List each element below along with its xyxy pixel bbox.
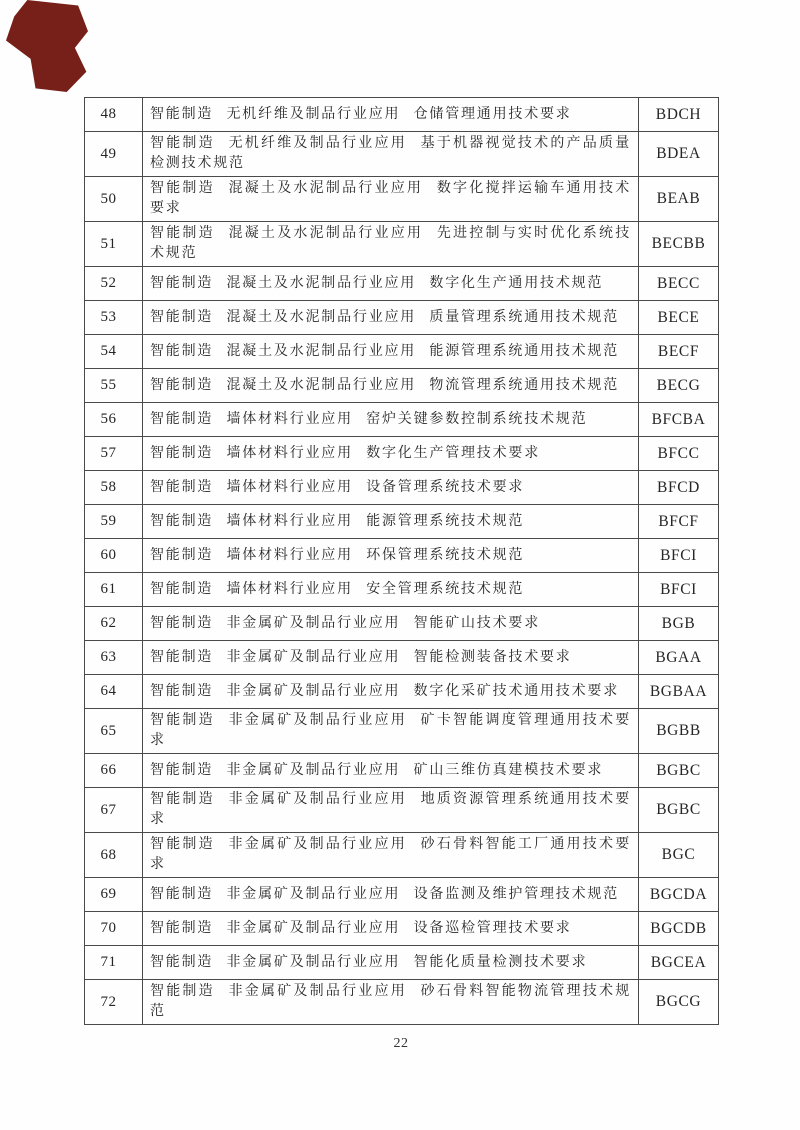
row-number-cell: 70 [85, 912, 143, 946]
row-number-cell: 62 [85, 607, 143, 641]
table-row [85, 403, 719, 437]
standard-title-cell: 智能制造 混凝土及水泥制品行业应用 先进控制与实时优化系统技术规范 [143, 222, 639, 267]
standard-code-cell: BGCG [639, 980, 719, 1025]
row-number-cell: 61 [85, 573, 143, 607]
standard-code-cell: BGBC [639, 754, 719, 788]
standard-title-cell: 智能制造 混凝土及水泥制品行业应用 能源管理系统通用技术规范 [143, 335, 639, 369]
standard-code-cell: BFCF [639, 505, 719, 539]
standard-title-cell: 智能制造 非金属矿及制品行业应用 砂石骨料智能工厂通用技术要求 [143, 833, 639, 878]
row-number-cell: 60 [85, 539, 143, 573]
standard-title-cell: 智能制造 非金属矿及制品行业应用 矿山三维仿真建模技术要求 [143, 754, 639, 788]
table-row [85, 788, 719, 833]
table-row [85, 573, 719, 607]
page-content [84, 97, 718, 1052]
table-row [85, 437, 719, 471]
table-row [85, 878, 719, 912]
standard-title-cell: 智能制造 非金属矿及制品行业应用 智能检测装备技术要求 [143, 641, 639, 675]
row-number-cell: 52 [85, 267, 143, 301]
row-number-cell: 59 [85, 505, 143, 539]
row-number-cell: 67 [85, 788, 143, 833]
standard-title-cell: 智能制造 混凝土及水泥制品行业应用 质量管理系统通用技术规范 [143, 301, 639, 335]
row-number-cell: 50 [85, 177, 143, 222]
table-row [85, 335, 719, 369]
standard-title-cell: 智能制造 墙体材料行业应用 安全管理系统技术规范 [143, 573, 639, 607]
row-number-cell: 65 [85, 709, 143, 754]
standard-title-cell: 智能制造 非金属矿及制品行业应用 智能化质量检测技术要求 [143, 946, 639, 980]
standard-title-cell: 智能制造 墙体材料行业应用 设备管理系统技术要求 [143, 471, 639, 505]
table-row [85, 369, 719, 403]
standard-code-cell: BECE [639, 301, 719, 335]
standard-code-cell: BFCI [639, 573, 719, 607]
standard-title-cell: 智能制造 混凝土及水泥制品行业应用 物流管理系统通用技术规范 [143, 369, 639, 403]
table-row [85, 505, 719, 539]
standard-code-cell: BGCDB [639, 912, 719, 946]
table-row [85, 267, 719, 301]
standard-code-cell: BECC [639, 267, 719, 301]
table-row [85, 980, 719, 1025]
row-number-cell: 55 [85, 369, 143, 403]
row-number-cell: 49 [85, 132, 143, 177]
standard-title-cell: 智能制造 墙体材料行业应用 数字化生产管理技术要求 [143, 437, 639, 471]
table-row [85, 98, 719, 132]
row-number-cell: 56 [85, 403, 143, 437]
standard-title-cell: 智能制造 无机纤维及制品行业应用 仓储管理通用技术要求 [143, 98, 639, 132]
row-number-cell: 58 [85, 471, 143, 505]
page-number: 22 [393, 1036, 409, 1051]
table-row [85, 709, 719, 754]
standard-title-cell: 智能制造 墙体材料行业应用 环保管理系统技术规范 [143, 539, 639, 573]
standard-code-cell: BGBB [639, 709, 719, 754]
standard-title-cell: 智能制造 非金属矿及制品行业应用 砂石骨料智能物流管理技术规范 [143, 980, 639, 1025]
row-number-cell: 53 [85, 301, 143, 335]
standard-title-cell: 智能制造 无机纤维及制品行业应用 基于机器视觉技术的产品质量检测技术规范 [143, 132, 639, 177]
standard-code-cell: BDEA [639, 132, 719, 177]
standard-title-cell: 智能制造 墙体材料行业应用 窑炉关键参数控制系统技术规范 [143, 403, 639, 437]
standard-code-cell: BGC [639, 833, 719, 878]
standard-title-cell: 智能制造 非金属矿及制品行业应用 设备巡检管理技术要求 [143, 912, 639, 946]
standard-code-cell: BEAB [639, 177, 719, 222]
standard-title-cell: 智能制造 墙体材料行业应用 能源管理系统技术规范 [143, 505, 639, 539]
standard-title-cell: 智能制造 非金属矿及制品行业应用 设备监测及维护管理技术规范 [143, 878, 639, 912]
row-number-cell: 71 [85, 946, 143, 980]
standard-code-cell: BGAA [639, 641, 719, 675]
row-number-cell: 57 [85, 437, 143, 471]
standard-title-cell: 智能制造 非金属矿及制品行业应用 矿卡智能调度管理通用技术要求 [143, 709, 639, 754]
standard-code-cell: BGBC [639, 788, 719, 833]
standard-code-cell: BGCEA [639, 946, 719, 980]
row-number-cell: 66 [85, 754, 143, 788]
table-row [85, 539, 719, 573]
standard-title-cell: 智能制造 非金属矿及制品行业应用 数字化采矿技术通用技术要求 [143, 675, 639, 709]
table-row [85, 641, 719, 675]
table-row [85, 833, 719, 878]
row-number-cell: 48 [85, 98, 143, 132]
table-row [85, 222, 719, 267]
row-number-cell: 51 [85, 222, 143, 267]
standard-code-cell: BFCC [639, 437, 719, 471]
table-row [85, 675, 719, 709]
table-row [85, 301, 719, 335]
row-number-cell: 68 [85, 833, 143, 878]
table-row [85, 754, 719, 788]
standards-table [84, 97, 719, 1025]
standard-code-cell: BFCI [639, 539, 719, 573]
standard-title-cell: 智能制造 非金属矿及制品行业应用 智能矿山技术要求 [143, 607, 639, 641]
row-number-cell: 72 [85, 980, 143, 1025]
table-row [85, 912, 719, 946]
standard-code-cell: BDCH [639, 98, 719, 132]
table-row [85, 607, 719, 641]
table-row [85, 177, 719, 222]
standard-title-cell: 智能制造 非金属矿及制品行业应用 地质资源管理系统通用技术要求 [143, 788, 639, 833]
standard-code-cell: BGB [639, 607, 719, 641]
standard-code-cell: BECBB [639, 222, 719, 267]
standard-code-cell: BECF [639, 335, 719, 369]
table-row [85, 471, 719, 505]
standard-title-cell: 智能制造 混凝土及水泥制品行业应用 数字化生产通用技术规范 [143, 267, 639, 301]
corner-stamp [6, 0, 88, 92]
standards-table-body [85, 98, 719, 1025]
row-number-cell: 69 [85, 878, 143, 912]
standard-code-cell: BGCDA [639, 878, 719, 912]
row-number-cell: 64 [85, 675, 143, 709]
standard-title-cell: 智能制造 混凝土及水泥制品行业应用 数字化搅拌运输车通用技术要求 [143, 177, 639, 222]
table-row [85, 132, 719, 177]
row-number-cell: 54 [85, 335, 143, 369]
row-number-cell: 63 [85, 641, 143, 675]
table-row [85, 946, 719, 980]
standard-code-cell: BFCD [639, 471, 719, 505]
standard-code-cell: BGBAA [639, 675, 719, 709]
standard-code-cell: BECG [639, 369, 719, 403]
standard-code-cell: BFCBA [639, 403, 719, 437]
